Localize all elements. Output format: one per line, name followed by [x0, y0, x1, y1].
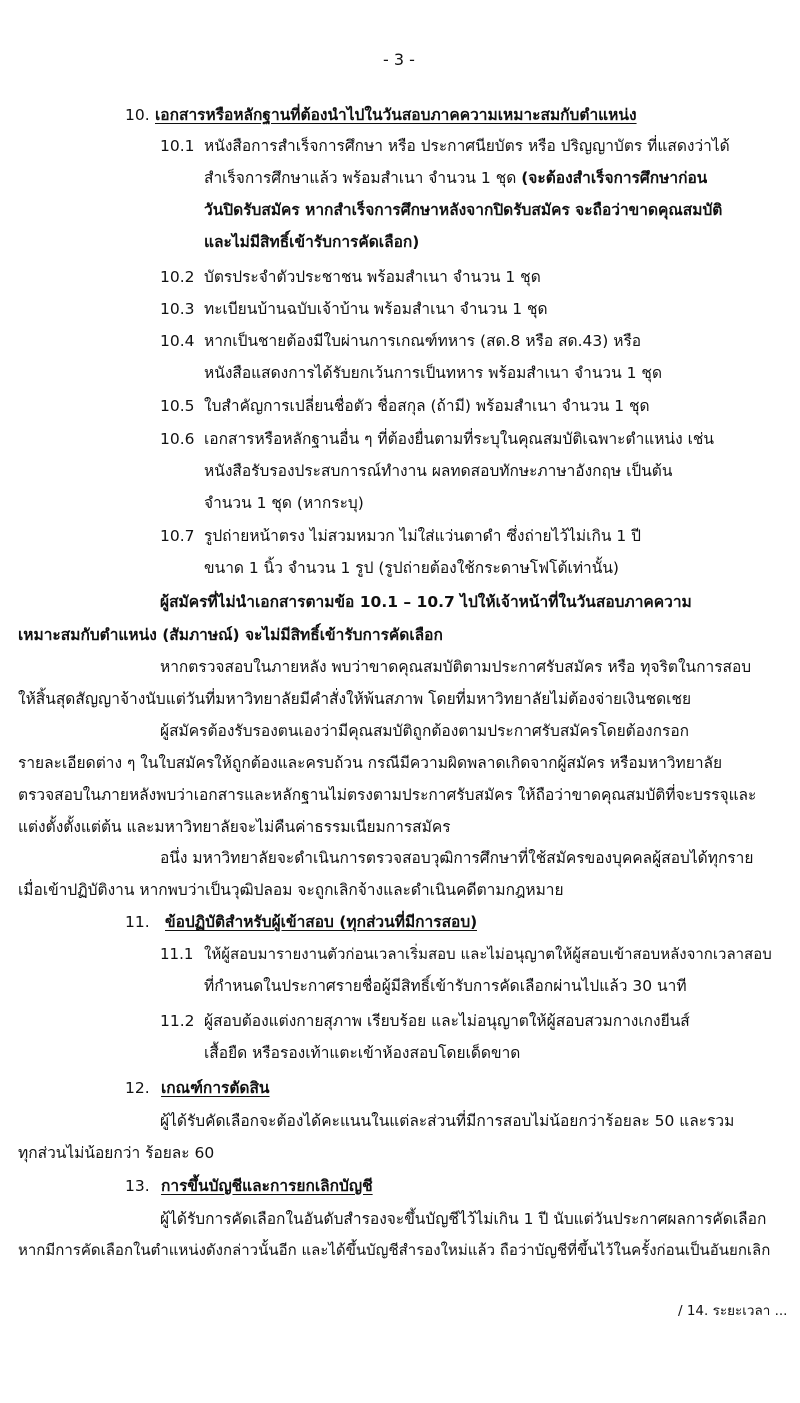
item-10-6-line1: 10.6 เอกสารหรือหลักฐานอื่น ๆ ที่ต้องยื่นตามที่ระบุในคุณสมบัติเฉพาะตำแหน่ง เช่น	[160, 424, 714, 454]
page-number: - 3 -	[383, 50, 415, 69]
paragraph-2-line2: รายละเอียดต่าง ๆ ในใบสมัครให้ถูกต้องและครบถ้วน กรณีมีความผิดพลาดเกิดจากผู้สมัคร หรือมหาวิทยาลัย	[18, 754, 723, 772]
item-10-1-line2: สำเร็จการศึกษาแล้ว พร้อมสำเนา จำนวน 1 ชุด (จะต้องสำเร็จการศึกษาก่อน	[204, 169, 708, 187]
section-number: 10.	[125, 106, 150, 124]
paragraph-2-line3: ตรวจสอบในภายหลังพบว่าเอกสารและหลักฐานไม่ตรงตามประกาศรับสมัคร ให้ถือว่าขาดคุณสมบัติที่จะบรรจุและ	[18, 786, 757, 804]
item-10-5: 10.5 ใบสำคัญการเปลี่ยนชื่อตัว ชื่อสกุล (ถ้ามี) พร้อมสำเนา จำนวน 1 ชุด	[160, 391, 650, 421]
section-12-line1: ผู้ได้รับคัดเลือกจะต้องได้คะแนนในแต่ละส่วนที่มีการสอบไม่น้อยกว่าร้อยละ 50 และรวม	[160, 1112, 735, 1130]
warning-line2: เหมาะสมกับตำแหน่ง (สัมภาษณ์) จะไม่มีสิทธิ์เข้ารับการคัดเลือก	[18, 626, 443, 644]
paragraph-3-line2: เมื่อเข้าปฏิบัติงาน หากพบว่าเป็นวุฒิปลอม จะถูกเลิกจ้างและดำเนินคดีตามกฎหมาย	[18, 881, 564, 899]
item-10-6-line3: จำนวน 1 ชุด (หากระบุ)	[204, 494, 364, 512]
item-number: 10.7	[160, 527, 195, 545]
warning-line1: ผู้สมัครที่ไม่นำเอกสารตามข้อ 10.1 – 10.7 ไปให้เจ้าหน้าที่ในวันสอบภาคความ	[160, 593, 692, 611]
item-11-1-line2: ที่กำหนดในประกาศรายชื่อผู้มีสิทธิ์เข้ารับการคัดเลือกผ่านไปแล้ว 30 นาที	[204, 977, 687, 995]
section-12-line2: ทุกส่วนไม่น้อยกว่า ร้อยละ 60	[18, 1144, 215, 1162]
section-13-heading	[125, 1171, 373, 1201]
item-number: 11.2	[160, 1012, 195, 1030]
paragraph-3-line1: อนึ่ง มหาวิทยาลัยจะดำเนินการตรวจสอบวุฒิการศึกษาที่ใช้สมัครของบุคคลผู้สอบได้ทุกราย	[160, 849, 754, 867]
section-title: การขึ้นบัญชีและการยกเลิกบัญชี	[161, 1177, 373, 1195]
paragraph-2-line4: แต่งตั้งตั้งแต่ต้น และมหาวิทยาลัยจะไม่คืนค่าธรรมเนียมการสมัคร	[18, 818, 451, 836]
section-title: เอกสารหรือหลักฐานที่ต้องนำไปในวันสอบภาคความเหมาะสมกับตำแหน่ง	[155, 106, 637, 124]
item-10-4-line2: หนังสือแสดงการได้รับยกเว้นการเป็นทหาร พร้อมสำเนา จำนวน 1 ชุด	[204, 364, 663, 382]
item-10-1-line3: วันปิดรับสมัคร หากสำเร็จการศึกษาหลังจากปิดรับสมัคร จะถือว่าขาดคุณสมบัติ	[204, 201, 723, 219]
section-11-heading	[125, 907, 477, 937]
item-number: 10.6	[160, 430, 195, 448]
item-10-4-line1: 10.4 หากเป็นชายต้องมีใบผ่านการเกณฑ์ทหาร (สด.8 หรือ สด.43) หรือ	[160, 326, 641, 356]
item-number: 10.5	[160, 397, 195, 415]
item-number: 11.1	[160, 945, 194, 963]
item-10-1-line4: และไม่มีสิทธิ์เข้ารับการคัดเลือก)	[204, 233, 420, 251]
item-11-2-line2: เสื้อยืด หรือรองเท้าแตะเข้าห้องสอบโดยเด็ดขาด	[204, 1044, 521, 1062]
item-10-7-line2: ขนาด 1 นิ้ว จำนวน 1 รูป (รูปถ่ายต้องใช้กระดาษโฟโต้เท่านั้น)	[204, 559, 619, 577]
section-number: 13.	[125, 1177, 150, 1195]
item-number: 10.1	[160, 137, 195, 155]
item-number: 10.3	[160, 300, 195, 318]
paragraph-1-line2: ให้สิ้นสุดสัญญาจ้างนับแต่วันที่มหาวิทยาลัยมีคำสั่งให้พ้นสภาพ โดยที่มหาวิทยาลัยไม่ต้องจ่ายเงินชดเชย	[18, 690, 692, 708]
paragraph-2-line1: ผู้สมัครต้องรับรองตนเองว่ามีคุณสมบัติถูกต้องตามประกาศรับสมัครโดยต้องกรอก	[160, 722, 690, 740]
section-title: ข้อปฏิบัติสำหรับผู้เข้าสอบ (ทุกส่วนที่มีการสอบ)	[165, 913, 478, 931]
section-number: 11.	[125, 913, 150, 931]
paragraph-1-line1: หากตรวจสอบในภายหลัง พบว่าขาดคุณสมบัติตามประกาศรับสมัคร หรือ ทุจริตในการสอบ	[160, 658, 752, 676]
item-10-7-line1: 10.7 รูปถ่ายหน้าตรง ไม่สวมหมวก ไม่ใส่แว่นตาดำ ซึ่งถ่ายไว้ไม่เกิน 1 ปี	[160, 521, 641, 551]
item-10-1-line1: 10.1 หนังสือการสำเร็จการศึกษา หรือ ประกาศนียบัตร หรือ ปริญญาบัตร ที่แสดงว่าได้	[160, 131, 730, 161]
continued-on-next-page: / 14. ระยะเวลา ...	[678, 1303, 788, 1319]
item-number: 10.4	[160, 332, 195, 350]
section-13-line2: หากมีการคัดเลือกในตำแหน่งดังกล่าวนั้นอีก และได้ขึ้นบัญชีสำรองใหม่แล้ว ถือว่าบัญชีที่ขึ้นไว้ในครั้งก่อนเป็นอันยกเลิก	[18, 1241, 771, 1259]
section-10-heading	[125, 100, 637, 130]
section-12-heading	[125, 1073, 270, 1103]
item-11-1-line1: 11.1 ให้ผู้สอบมารายงานตัวก่อนเวลาเริ่มสอบ และไม่อนุญาตให้ผู้สอบเข้าสอบหลังจากเวลาสอบ	[160, 939, 772, 969]
section-title: เกณฑ์การตัดสิน	[161, 1079, 270, 1097]
item-10-6-line2: หนังสือรับรองประสบการณ์ทำงาน ผลทดสอบทักษะภาษาอังกฤษ เป็นต้น	[204, 462, 673, 480]
item-10-2: 10.2 บัตรประจำตัวประชาชน พร้อมสำเนา จำนวน 1 ชุด	[160, 262, 541, 292]
item-10-3: 10.3 ทะเบียนบ้านฉบับเจ้าบ้าน พร้อมสำเนา จำนวน 1 ชุด	[160, 294, 548, 324]
section-13-line1: ผู้ได้รับการคัดเลือกในอันดับสำรองจะขึ้นบัญชีไว้ไม่เกิน 1 ปี นับแต่วันประกาศผลการคัดเลือก	[160, 1210, 767, 1228]
item-number: 10.2	[160, 268, 195, 286]
item-11-2-line1: 11.2 ผู้สอบต้องแต่งกายสุภาพ เรียบร้อย และไม่อนุญาตให้ผู้สอบสวมกางเกงยีนส์	[160, 1006, 690, 1036]
section-number: 12.	[125, 1079, 150, 1097]
